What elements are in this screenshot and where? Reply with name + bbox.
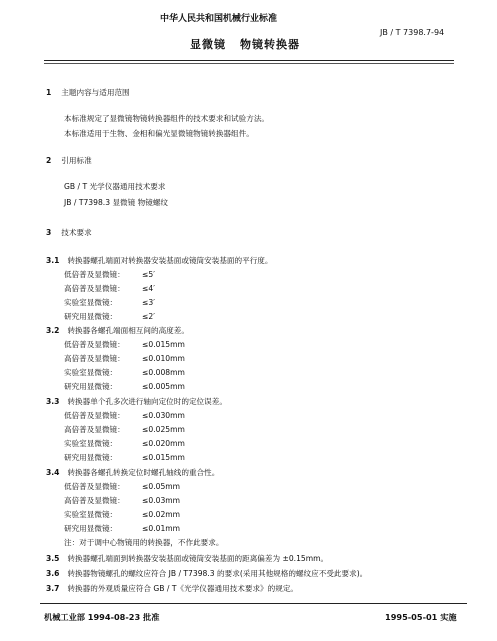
clause-3-3-text: 转换器单个孔多次进行轴向定位时的定位误差。 [67,397,227,406]
section-2-title: 引用标准 [61,156,92,165]
reference-2: JB / T7398.3 显微镜 物镜螺纹 [64,198,169,207]
section-1-para-2: 本标准适用于生物、金相和偏光显微镜物镜转换器组件。 [64,129,254,138]
clause-3-6: 3.6 转换器物镜螺孔的螺纹应符合 JB / T7398.3 的要求(采用其他规格的螺纹应不受此要求)。 [46,569,368,578]
clause-3-1-text: 转换器螺孔端面对转换器安装基面或镜筒安装基面的平行度。 [67,256,273,265]
clause-3-5-text: 转换器螺孔端面到转换器安装基面或镜筒安装基面的距离偏差为 ±0.15mm。 [67,554,329,563]
clause-3-2-row: 低倍普及显微镜： ≤0.015mm [64,340,185,349]
clause-3-7-text: 转换器的外观质量应符合 GB / T《光学仪器通用技术要求》的规定。 [67,584,299,593]
implementation-date: 1995-05-01 实施 [385,612,457,622]
section-2-heading: 2 引用标准 [46,156,92,165]
org-title: 中华人民共和国机械行业标准 [160,14,278,24]
clause-3-4-note: 注：对于调中心物镜用的转换器，不作此要求。 [64,538,224,547]
clause-3-4-row: 高倍普及显微镜： ≤0.03mm [64,496,181,505]
clause-3-1-row: 低倍普及显微镜： ≤5′ [64,270,155,279]
section-1-heading: 1 主题内容与适用范围 [46,88,130,97]
clause-3-3-row: 研究用显微镜： ≤0.015mm [64,453,185,462]
section-3-title: 技术要求 [61,228,92,237]
document-title [190,40,300,50]
footer-rule [40,603,467,604]
header-rule-top [44,60,454,61]
clause-3-3-row: 低倍普及显微镜： ≤0.030mm [64,411,185,420]
clause-3-2-text: 转换器各螺孔端面相互间的高度差。 [67,326,189,335]
approval-info: 机械工业部 1994-08-23 批准 [44,612,160,622]
clause-3-7: 3.7 转换器的外观质量应符合 GB / T《光学仪器通用技术要求》的规定。 [46,584,299,593]
clause-3-5: 3.5 转换器螺孔端面到转换器安装基面或镜筒安装基面的距离偏差为 ±0.15mm。 [46,554,329,563]
clause-3-4-row: 低倍普及显微镜： ≤0.05mm [64,482,181,491]
clause-3-6-text: 转换器物镜螺孔的螺纹应符合 JB / T7398.3 的要求(采用其他规格的螺纹应不受此要求)。 [67,569,368,578]
clause-3-1-row: 实验室显微镜： ≤3′ [64,298,155,307]
standard-number: JB / T 7398.7-94 [380,28,445,37]
clause-3-1-row: 研究用显微镜： ≤2′ [64,312,155,321]
clause-3-2-row: 实验室显微镜： ≤0.008mm [64,368,185,377]
clause-3-1: 3.1 转换器螺孔端面对转换器安装基面或镜筒安装基面的平行度。 [46,256,273,265]
clause-3-3-row: 高倍普及显微镜： ≤0.025mm [64,425,185,434]
clause-3-4-row: 研究用显微镜： ≤0.01mm [64,524,181,533]
header-rule-bottom [44,63,454,64]
clause-3-4-row: 实验室显微镜： ≤0.02mm [64,510,181,519]
title-main: 显微镜 [190,38,226,51]
reference-1: GB / T 光学仪器通用技术要求 [64,182,166,191]
clause-3-3-row: 实验室显微镜： ≤0.020mm [64,439,185,448]
clause-3-4: 3.4 转换器各螺孔转换定位时螺孔轴线的重合性。 [46,468,220,477]
clause-3-4-text: 转换器各螺孔转换定位时螺孔轴线的重合性。 [67,468,220,477]
title-sub: 物镜转换器 [240,38,300,51]
section-3-heading: 3 技术要求 [46,228,92,237]
section-1-title: 主题内容与适用范围 [61,88,130,97]
clause-3-3: 3.3 转换器单个孔多次进行轴向定位时的定位误差。 [46,397,227,406]
clause-3-1-row: 高倍普及显微镜： ≤4′ [64,284,155,293]
clause-3-2: 3.2 转换器各螺孔端面相互间的高度差。 [46,326,189,335]
clause-3-2-row: 高倍普及显微镜： ≤0.010mm [64,354,185,363]
clause-3-2-row: 研究用显微镜： ≤0.005mm [64,382,185,391]
section-1-para-1: 本标准规定了显微镜物镜转换器组件的技术要求和试验方法。 [64,114,270,123]
